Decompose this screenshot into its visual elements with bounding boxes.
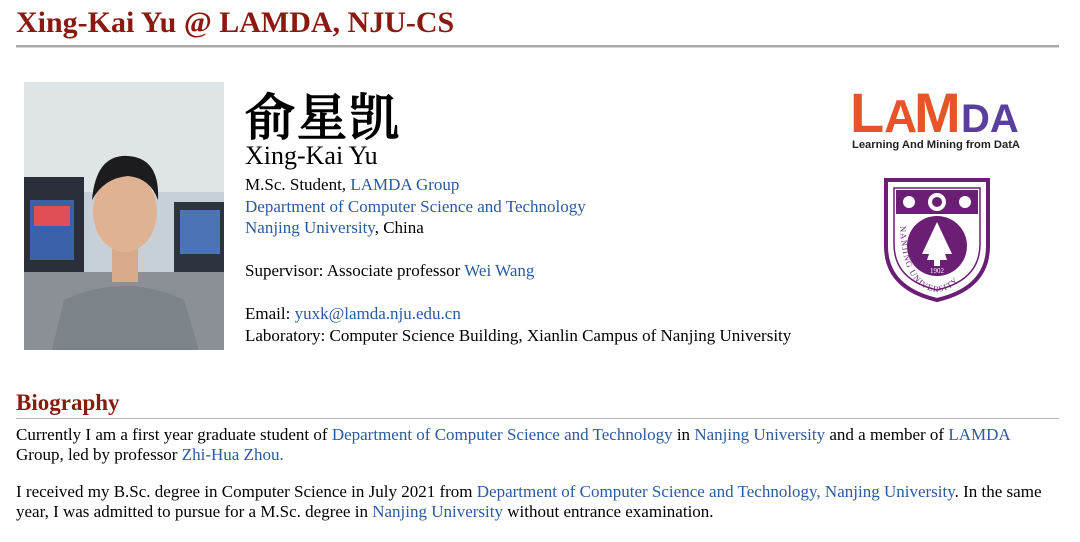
university-link[interactable]: Nanjing University: [245, 218, 375, 237]
country-text: , China: [374, 218, 424, 237]
bio-text: . In the same year, I was admitted to pursue for a M.Sc. degree in: [16, 482, 1042, 521]
department-link[interactable]: Department of Computer Science and Technology: [331, 425, 673, 444]
email-link[interactable]: yuxk@lamda.nju.edu.cn: [294, 304, 461, 323]
name-english: Xing-Kai Yu: [245, 141, 378, 170]
biography-heading: Biography: [16, 390, 120, 415]
bio-text: Group, led by professor: [16, 444, 182, 464]
svg-text:NANJING UNIVERSITY: NANJING UNIVERSITY: [897, 225, 961, 295]
email-label: Email:: [245, 304, 295, 323]
profile-photo: [24, 82, 224, 350]
svg-text:L: L: [850, 81, 885, 144]
svg-text:Learning And Mining from DatA: Learning And Mining from DatA: [852, 139, 1021, 151]
profile-info: [245, 174, 791, 346]
email-line: [245, 303, 791, 325]
bio-text: without entrance examination.: [503, 501, 714, 521]
department-link[interactable]: Department of Computer Science and Technology: [245, 196, 586, 216]
bio-text: I received my B.Sc. degree in Computer Science in July 2021 from: [16, 482, 477, 501]
supervisor-label: Supervisor: Associate professor: [245, 261, 465, 280]
biography-text: [16, 425, 1061, 539]
svg-text:DA: DA: [961, 97, 1019, 141]
svg-text:1902: 1902: [930, 267, 944, 275]
supervisor-link[interactable]: Wei Wang: [464, 261, 535, 280]
nju-emblem[interactable]: [882, 176, 992, 304]
supervisor-line: [245, 260, 791, 282]
lamda-group-link[interactable]: LAMDA Group: [350, 175, 460, 194]
degree-line: [245, 174, 791, 196]
department-line: [245, 196, 791, 218]
lamda-link[interactable]: LAMDA: [948, 425, 1010, 444]
lamda-logo[interactable]: [850, 80, 1025, 152]
laboratory-line: Laboratory: Computer Science Building, Xianlin Campus of Nanjing University: [245, 325, 792, 345]
bio-text: in: [672, 425, 695, 444]
biography-paragraph-2: [16, 482, 1061, 521]
title-divider: [16, 45, 1059, 48]
name-chinese: 俞星凯: [245, 89, 401, 147]
university-link[interactable]: Nanjing University: [372, 501, 503, 521]
biography-divider: [16, 418, 1059, 419]
site-title: Xing-Kai Yu @ LAMDA, NJU-CS: [16, 6, 455, 39]
degree-text: M.Sc. Student,: [245, 175, 351, 194]
department-university-link[interactable]: Department of Computer Science and Technology, Nanjing University: [476, 482, 955, 501]
biography-paragraph-1: [16, 425, 1061, 464]
university-line: [245, 217, 791, 239]
zhi-hua-zhou-link[interactable]: Zhi-Hua Zhou.: [181, 444, 284, 464]
university-link[interactable]: Nanjing University: [694, 425, 826, 444]
bio-text: and a member of: [825, 425, 949, 444]
svg-text:M: M: [914, 81, 961, 144]
svg-text:A: A: [884, 90, 918, 142]
bio-text: Currently I am a first year graduate student of: [16, 425, 332, 444]
